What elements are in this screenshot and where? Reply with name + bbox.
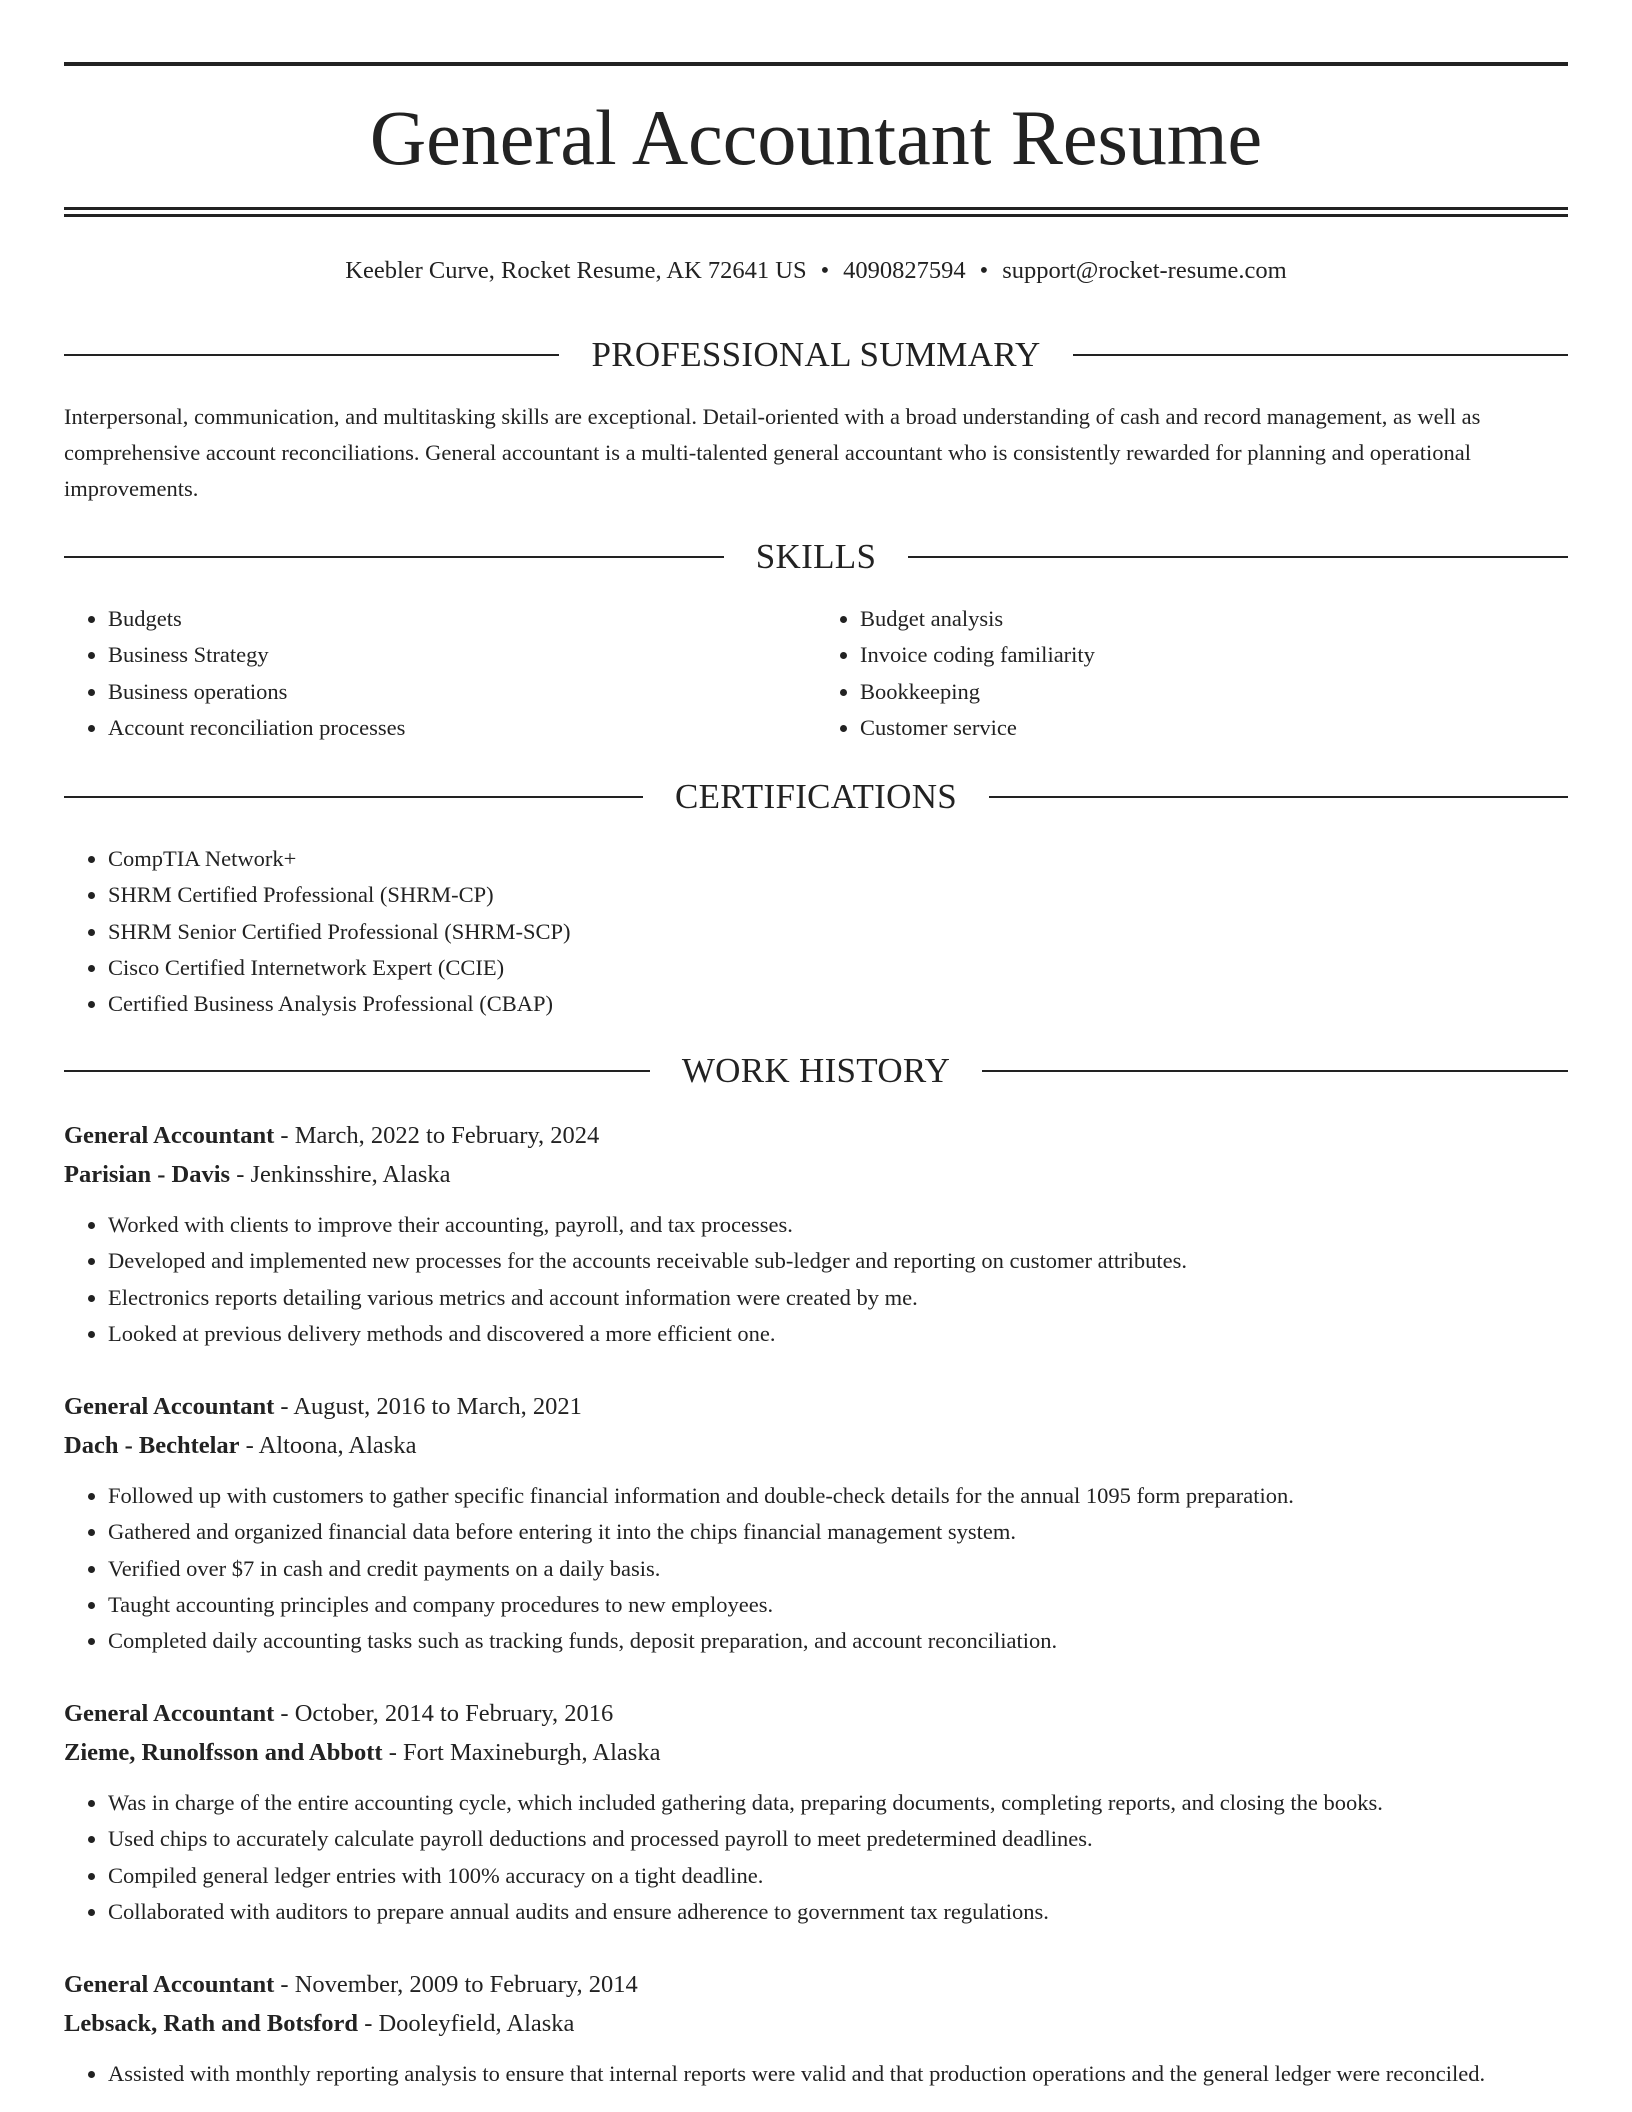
skill-item: • Invoice coding familiarity <box>860 637 1568 673</box>
contact-separator: • <box>820 257 830 284</box>
skill-item: • Account reconciliation processes <box>108 710 816 746</box>
skill-item: • Budget analysis <box>860 601 1568 637</box>
contact-line <box>64 254 1568 288</box>
contact-email: support@rocket-resume.com <box>1002 257 1287 284</box>
section-title-work-history: WORK HISTORY <box>681 1051 951 1090</box>
job-bullet: • Followed up with customers to gather specific financial information and double-check details for the annual 1095 form preparation. <box>108 1478 1568 1514</box>
job-company: Dach - Bechtelar <box>64 1432 240 1459</box>
skill-item: • Bookkeeping <box>860 674 1568 710</box>
job-company-line <box>64 1426 1568 1465</box>
job-entry <box>64 1965 1568 2092</box>
skills-column-right <box>816 601 1568 746</box>
section-title-certifications: CERTIFICATIONS <box>674 777 958 816</box>
skill-item: • Business Strategy <box>108 637 816 673</box>
skill-item: • Customer service <box>860 710 1568 746</box>
section-divider <box>64 796 643 798</box>
section-header-certifications <box>64 777 1568 817</box>
section-header-summary <box>64 335 1568 375</box>
skill-item: • Business operations <box>108 674 816 710</box>
section-divider <box>1073 354 1568 356</box>
job-bullet: • Verified over $7 in cash and credit payments on a daily basis. <box>108 1551 1568 1587</box>
job-title-line <box>64 1965 1568 2004</box>
page-title: General Accountant Resume <box>369 94 1263 181</box>
contact-separator: • <box>979 257 989 284</box>
section-title-summary: PROFESSIONAL SUMMARY <box>591 335 1041 374</box>
job-location: - Fort Maxineburgh, Alaska <box>382 1739 661 1766</box>
summary-text: Interpersonal, communication, and multitasking skills are exceptional. Detail-oriented with a broad understanding of cash and record management, as well as comprehensive account reconciliations. General accountant is a multi-talented general accountant who is consistently rewarded for planning and operational improvements. <box>64 404 1481 501</box>
job-bullet: • Collaborated with auditors to prepare annual audits and ensure adherence to government tax regulations. <box>108 1894 1568 1930</box>
header-double-rule <box>64 207 1568 217</box>
skills-column-left <box>64 601 816 746</box>
certifications-list <box>64 841 1568 1022</box>
job-bullets <box>64 1207 1568 1352</box>
job-title: General Accountant <box>64 1700 275 1727</box>
skill-item: • Budgets <box>108 601 816 637</box>
section-divider <box>64 1070 650 1072</box>
contact-address: Keebler Curve, Rocket Resume, AK 72641 US <box>345 257 807 284</box>
job-title-line <box>64 1116 1568 1155</box>
certification-item: • CompTIA Network+ <box>108 841 1568 877</box>
section-divider <box>64 354 559 356</box>
section-header-skills <box>64 537 1568 577</box>
job-title: General Accountant <box>64 1122 275 1149</box>
job-dates: - November, 2009 to February, 2014 <box>274 1971 638 1998</box>
job-bullet: • Used chips to accurately calculate payroll deductions and processed payroll to meet predetermined deadlines. <box>108 1821 1568 1857</box>
certification-item: • SHRM Certified Professional (SHRM-CP) <box>108 877 1568 913</box>
job-title-line <box>64 1694 1568 1733</box>
job-dates: - March, 2022 to February, 2024 <box>274 1122 600 1149</box>
section-divider <box>989 796 1568 798</box>
job-entry <box>64 1387 1568 1659</box>
job-bullet: • Gathered and organized financial data before entering it into the chips financial management system. <box>108 1514 1568 1550</box>
section-title-skills: SKILLS <box>755 537 877 576</box>
job-bullet: • Looked at previous delivery methods and discovered a more efficient one. <box>108 1316 1568 1352</box>
job-company-line <box>64 1155 1568 1194</box>
job-location: - Dooleyfield, Alaska <box>358 2010 575 2037</box>
section-divider <box>908 556 1568 558</box>
job-bullet: • Compiled general ledger entries with 100% accuracy on a tight deadline. <box>108 1858 1568 1894</box>
job-bullet: • Electronics reports detailing various metrics and account information were created by me. <box>108 1280 1568 1316</box>
job-company-line <box>64 1733 1568 1772</box>
job-dates: - October, 2014 to February, 2016 <box>274 1700 614 1727</box>
job-bullet: • Worked with clients to improve their accounting, payroll, and tax processes. <box>108 1207 1568 1243</box>
certification-item: • SHRM Senior Certified Professional (SHRM-SCP) <box>108 914 1568 950</box>
section-divider <box>982 1070 1568 1072</box>
job-company: Zieme, Runolfsson and Abbott <box>64 1739 383 1766</box>
job-bullet: • Assisted with monthly reporting analysis to ensure that internal reports were valid and that production operations and the general ledger were reconciled. <box>108 2056 1568 2092</box>
header-top-rule <box>64 62 1568 66</box>
job-entry <box>64 1694 1568 1930</box>
job-bullet: • Developed and implemented new processes for the accounts receivable sub-ledger and reporting on customer attributes. <box>108 1243 1568 1279</box>
certification-item: • Cisco Certified Internetwork Expert (CCIE) <box>108 950 1568 986</box>
job-entry <box>64 1116 1568 1352</box>
job-bullet: • Completed daily accounting tasks such as tracking funds, deposit preparation, and account reconciliation. <box>108 1623 1568 1659</box>
job-company: Lebsack, Rath and Botsford <box>64 2010 359 2037</box>
job-bullets <box>64 1785 1568 1930</box>
job-company-line <box>64 2004 1568 2043</box>
job-bullets <box>64 2056 1568 2092</box>
job-title: General Accountant <box>64 1971 275 1998</box>
job-bullet: • Was in charge of the entire accounting cycle, which included gathering data, preparing documents, completing reports, and closing the books. <box>108 1785 1568 1821</box>
job-company: Parisian - Davis <box>64 1161 231 1188</box>
job-dates: - August, 2016 to March, 2021 <box>274 1393 582 1420</box>
job-bullets <box>64 1478 1568 1659</box>
job-location: - Jenkinsshire, Alaska <box>230 1161 451 1188</box>
section-header-work-history <box>64 1051 1568 1091</box>
certification-item: • Certified Business Analysis Professional (CBAP) <box>108 986 1568 1022</box>
skills-list <box>64 601 1568 746</box>
contact-phone: 4090827594 <box>843 257 966 284</box>
job-title-line <box>64 1387 1568 1426</box>
job-location: - Altoona, Alaska <box>239 1432 417 1459</box>
job-bullet: • Taught accounting principles and company procedures to new employees. <box>108 1587 1568 1623</box>
section-divider <box>64 556 724 558</box>
job-title: General Accountant <box>64 1393 275 1420</box>
